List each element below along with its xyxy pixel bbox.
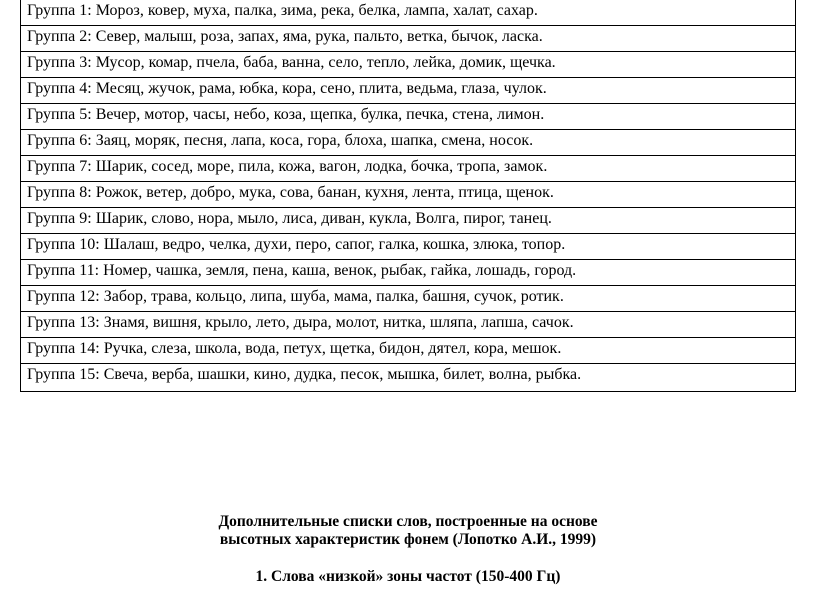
table-row <box>21 259 795 285</box>
group-text: Группа 12: Забор, трава, кольцо, липа, шуба, мама, палка, башня, сучок, ротик. <box>27 288 564 305</box>
group-text: Группа 15: Свеча, верба, шашки, кино, дудка, песок, мышка, билет, волна, рыбка. <box>27 366 582 383</box>
group-text: Группа 13: Знамя, вишня, крыло, лето, дыра, молот, нитка, шляпа, лапша, сачок. <box>27 314 574 331</box>
group-text: Группа 5: Вечер, мотор, часы, небо, коза, щепка, булка, печка, стена, лимон. <box>27 106 545 123</box>
table-row <box>21 285 795 311</box>
heading-line-2: высотных характеристик фонем (Лопотко А.И., 1999) <box>219 531 597 548</box>
table-row <box>21 0 795 25</box>
table-row <box>21 363 795 391</box>
group-text: Группа 9: Шарик, слово, нора, мыло, лиса, диван, кукла, Волга, пирог, танец. <box>27 210 552 227</box>
table-row <box>21 51 795 77</box>
group-text: Группа 6: Заяц, моряк, песня, лапа, коса, гора, блоха, шапка, смена, носок. <box>27 132 534 149</box>
table-row <box>21 337 795 363</box>
group-text: Группа 4: Месяц, жучок, рама, юбка, кора, сено, плита, ведьма, глаза, чулок. <box>27 80 547 97</box>
section-title: 1. Слова «низкой» зоны частот (150-400 Гц) <box>255 568 561 585</box>
table-row <box>21 103 795 129</box>
table-row <box>21 77 795 103</box>
table-row <box>21 129 795 155</box>
group-text: Группа 8: Рожок, ветер, добро, мука, сова, банан, кухня, лента, птица, щенок. <box>27 184 554 201</box>
group-text: Группа 7: Шарик, сосед, море, пила, кожа, вагон, лодка, бочка, тропа, замок. <box>27 158 548 175</box>
table-row <box>21 233 795 259</box>
table-row <box>21 155 795 181</box>
group-text: Группа 10: Шалаш, ведро, челка, духи, перо, сапог, галка, кошка, злюка, топор. <box>27 236 566 253</box>
table-row <box>21 207 795 233</box>
group-text: Группа 3: Мусор, комар, пчела, баба, ванна, село, тепло, лейка, домик, щечка. <box>27 54 556 71</box>
table-row <box>21 181 795 207</box>
table-row <box>21 311 795 337</box>
group-text: Группа 1: Мороз, ковер, муха, палка, зима, река, белка, лампа, халат, сахар. <box>27 2 538 19</box>
heading-line-1: Дополнительные списки слов, построенные на основе <box>218 513 598 530</box>
group-text: Группа 14: Ручка, слеза, школа, вода, петух, щетка, бидон, дятел, кора, мешок. <box>27 340 562 357</box>
group-text: Группа 2: Север, малыш, роза, запах, яма, рука, пальто, ветка, бычок, ласка. <box>27 28 543 45</box>
table-row <box>21 25 795 51</box>
group-text: Группа 11: Номер, чашка, земля, пена, каша, венок, рыбак, гайка, лошадь, город. <box>27 262 577 279</box>
word-groups-table <box>20 0 796 392</box>
